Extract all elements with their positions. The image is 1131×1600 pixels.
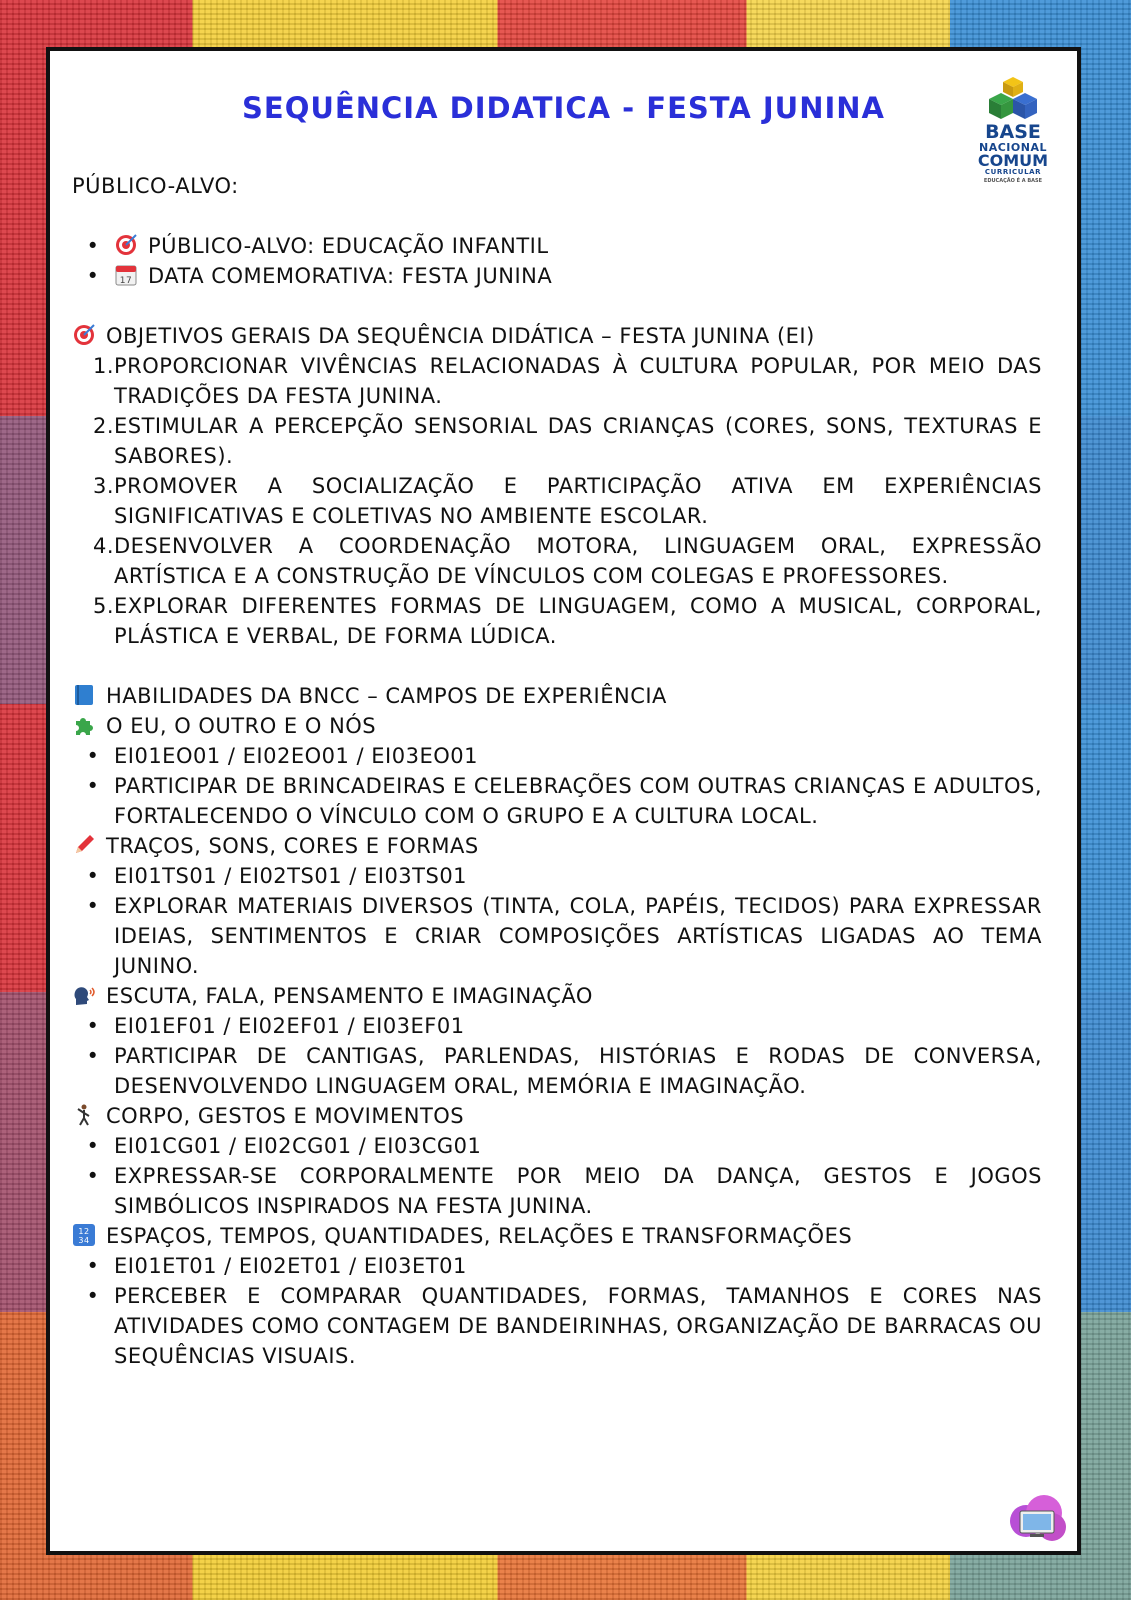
objetivo-text: PROMOVER A SOCIALIZAÇÃO E PARTICIPAÇÃO ATIVA EM EXPERIÊNCIAS SIGNIFICATIVAS E COLETIVAS NO AMBIENTE ESCOLAR. xyxy=(114,474,1042,528)
objetivo-number: 4. xyxy=(92,534,114,558)
campo-title xyxy=(72,1101,1042,1131)
campo-title-text: ESPAÇOS, TEMPOS, QUANTIDADES, RELAÇÕES E TRANSFORMAÇÕES xyxy=(106,1224,853,1248)
campo-codes-text: EI01ET01 / EI02ET01 / EI03ET01 xyxy=(114,1254,467,1278)
campo-desc: • PERCEBER E COMPARAR QUANTIDADES, FORMAS, TAMANHOS E CORES NAS ATIVIDADES COMO CONTAGEM DE BANDEIRINHAS, ORGANIZAÇÃO DE BARRACAS OU SEQUÊNCIAS VISUAIS. xyxy=(72,1281,1042,1371)
objetivo-item xyxy=(72,531,1042,591)
campo-codes: • EI01EO01 / EI02EO01 / EI03EO01 xyxy=(72,741,1042,771)
objetivo-text: EXPLORAR DIFERENTES FORMAS DE LINGUAGEM, COMO A MUSICAL, CORPORAL, PLÁSTICA E VERBAL, DE FORMA LÚDICA. xyxy=(114,594,1042,648)
campo-desc-text: EXPLORAR MATERIAIS DIVERSOS (TINTA, COLA, PAPÉIS, TECIDOS) PARA EXPRESSAR IDEIAS, SENTIMENTOS E CRIAR COMPOSIÇÕES ARTÍSTICAS LIGADAS AO TEMA JUNINO. xyxy=(114,894,1042,978)
campo-codes: • EI01ET01 / EI02ET01 / EI03ET01 xyxy=(72,1251,1042,1281)
objetivo-text: ESTIMULAR A PERCEPÇÃO SENSORIAL DAS CRIANÇAS (CORES, SONS, TEXTURAS E SABORES). xyxy=(114,414,1042,468)
campo-title-text: TRAÇOS, SONS, CORES E FORMAS xyxy=(106,834,479,858)
page-title: SEQUÊNCIA DIDATICA - FESTA JUNINA xyxy=(242,91,885,125)
campo-title-text: O EU, O OUTRO E O NÓS xyxy=(106,714,377,738)
objetivo-item xyxy=(72,471,1042,531)
numbers-icon xyxy=(72,1223,96,1247)
target-icon xyxy=(114,233,138,257)
list-item: • PÚBLICO-ALVO: EDUCAÇÃO INFANTIL xyxy=(86,234,549,258)
campo-desc: • PARTICIPAR DE CANTIGAS, PARLENDAS, HISTÓRIAS E RODAS DE CONVERSA, DESENVOLVENDO LINGUAGEM ORAL, MEMÓRIA E IMAGINAÇÃO. xyxy=(72,1041,1042,1101)
campo-codes: • EI01CG01 / EI02CG01 / EI03CG01 xyxy=(72,1131,1042,1161)
campo-title-text: ESCUTA, FALA, PENSAMENTO E IMAGINAÇÃO xyxy=(106,984,593,1008)
publico-heading: PÚBLICO-ALVO: xyxy=(72,174,239,198)
campo-title-text: CORPO, GESTOS E MOVIMENTOS xyxy=(106,1104,465,1128)
target-icon xyxy=(72,323,96,347)
logo-text-base: BASE xyxy=(985,121,1041,143)
campo-codes-text: EI01CG01 / EI02CG01 / EI03CG01 xyxy=(114,1134,482,1158)
dancer-icon xyxy=(72,1103,96,1127)
campo-desc: • EXPRESSAR-SE CORPORALMENTE POR MEIO DA DANÇA, GESTOS E JOGOS SIMBÓLICOS INSPIRADOS NA FESTA JUNINA. xyxy=(72,1161,1042,1221)
svg-text:17: 17 xyxy=(119,276,133,286)
list-item: • 17 DATA COMEMORATIVA: FESTA JUNINA xyxy=(86,264,553,288)
calendar-icon xyxy=(114,263,138,287)
campo-codes: • EI01EF01 / EI02EF01 / EI03EF01 xyxy=(72,1011,1042,1041)
campo-codes-text: EI01EO01 / EI02EO01 / EI03EO01 xyxy=(114,744,478,768)
habilidades-heading-text: HABILIDADES DA BNCC – CAMPOS DE EXPERIÊNCIA xyxy=(106,684,667,708)
logo-text-comum: COMUM xyxy=(977,151,1049,170)
svg-text:12: 12 xyxy=(78,1227,90,1236)
document-body xyxy=(72,171,1042,1371)
objetivo-item xyxy=(72,351,1042,411)
campo-desc-text: PARTICIPAR DE CANTIGAS, PARLENDAS, HISTÓRIAS E RODAS DE CONVERSA, DESENVOLVENDO LINGUAGEM ORAL, MEMÓRIA E IMAGINAÇÃO. xyxy=(114,1044,1042,1098)
campo-desc: • EXPLORAR MATERIAIS DIVERSOS (TINTA, COLA, PAPÉIS, TECIDOS) PARA EXPRESSAR IDEIAS, SENTIMENTOS E CRIAR COMPOSIÇÕES ARTÍSTICAS LIGADAS AO TEMA JUNINO. xyxy=(72,891,1042,981)
objetivo-text: PROPORCIONAR VIVÊNCIAS RELACIONADAS À CULTURA POPULAR, POR MEIO DAS TRADIÇÕES DA FESTA JUNINA. xyxy=(114,354,1042,408)
campo-codes-text: EI01TS01 / EI02TS01 / EI03TS01 xyxy=(114,864,468,888)
document-sheet xyxy=(46,47,1081,1555)
publico-item-text: PÚBLICO-ALVO: EDUCAÇÃO INFANTIL xyxy=(148,234,549,258)
objetivo-text: DESENVOLVER A COORDENAÇÃO MOTORA, LINGUAGEM ORAL, EXPRESSÃO ARTÍSTICA E A CONSTRUÇÃO DE VÍNCULOS COM COLEGAS E PROFESSORES. xyxy=(114,534,1042,588)
campo-title xyxy=(72,1221,1042,1251)
logo-tagline: EDUCAÇÃO É A BASE xyxy=(983,178,1043,184)
svg-text:34: 34 xyxy=(78,1236,90,1245)
objetivos-heading xyxy=(72,321,1042,351)
pencil-icon xyxy=(72,833,96,857)
objetivo-number: 1. xyxy=(92,354,114,378)
objetivo-item xyxy=(72,411,1042,471)
campo-title xyxy=(72,711,1042,741)
campo-codes: • EI01TS01 / EI02TS01 / EI03TS01 xyxy=(72,861,1042,891)
logo-text-nacional: NACIONAL xyxy=(979,141,1047,154)
objetivo-number: 2. xyxy=(92,414,114,438)
objetivo-number: 5. xyxy=(92,594,114,618)
objetivo-item xyxy=(72,591,1042,651)
campo-title xyxy=(72,981,1042,1011)
campo-desc-text: PERCEBER E COMPARAR QUANTIDADES, FORMAS, TAMANHOS E CORES NAS ATIVIDADES COMO CONTAGEM DE BANDEIRINHAS, ORGANIZAÇÃO DE BARRACAS OU SEQUÊNCIAS VISUAIS. xyxy=(114,1284,1042,1368)
speaking-head-icon xyxy=(72,983,96,1007)
objetivos-heading-text: OBJETIVOS GERAIS DA SEQUÊNCIA DIDÁTICA – FESTA JUNINA (EI) xyxy=(106,324,815,348)
campo-desc: • PARTICIPAR DE BRINCADEIRAS E CELEBRAÇÕES COM OUTRAS CRIANÇAS E ADULTOS, FORTALECENDO O VÍNCULO COM O GRUPO E A CULTURA LOCAL. xyxy=(72,771,1042,831)
publico-item-text: DATA COMEMORATIVA: FESTA JUNINA xyxy=(148,264,553,288)
objetivo-number: 3. xyxy=(92,474,114,498)
book-icon xyxy=(72,683,96,707)
campo-title xyxy=(72,831,1042,861)
campo-desc-text: PARTICIPAR DE BRINCADEIRAS E CELEBRAÇÕES COM OUTRAS CRIANÇAS E ADULTOS, FORTALECENDO O VÍNCULO COM O GRUPO E A CULTURA LOCAL. xyxy=(114,774,1042,828)
puzzle-icon xyxy=(72,713,96,737)
campo-codes-text: EI01EF01 / EI02EF01 / EI03EF01 xyxy=(114,1014,465,1038)
logo-text-curricular: CURRICULAR xyxy=(984,168,1042,176)
computer-cloud-logo-icon xyxy=(1006,1491,1068,1549)
habilidades-heading xyxy=(72,681,1042,711)
campo-desc-text: EXPRESSAR-SE CORPORALMENTE POR MEIO DA DANÇA, GESTOS E JOGOS SIMBÓLICOS INSPIRADOS NA FESTA JUNINA. xyxy=(114,1164,1042,1218)
